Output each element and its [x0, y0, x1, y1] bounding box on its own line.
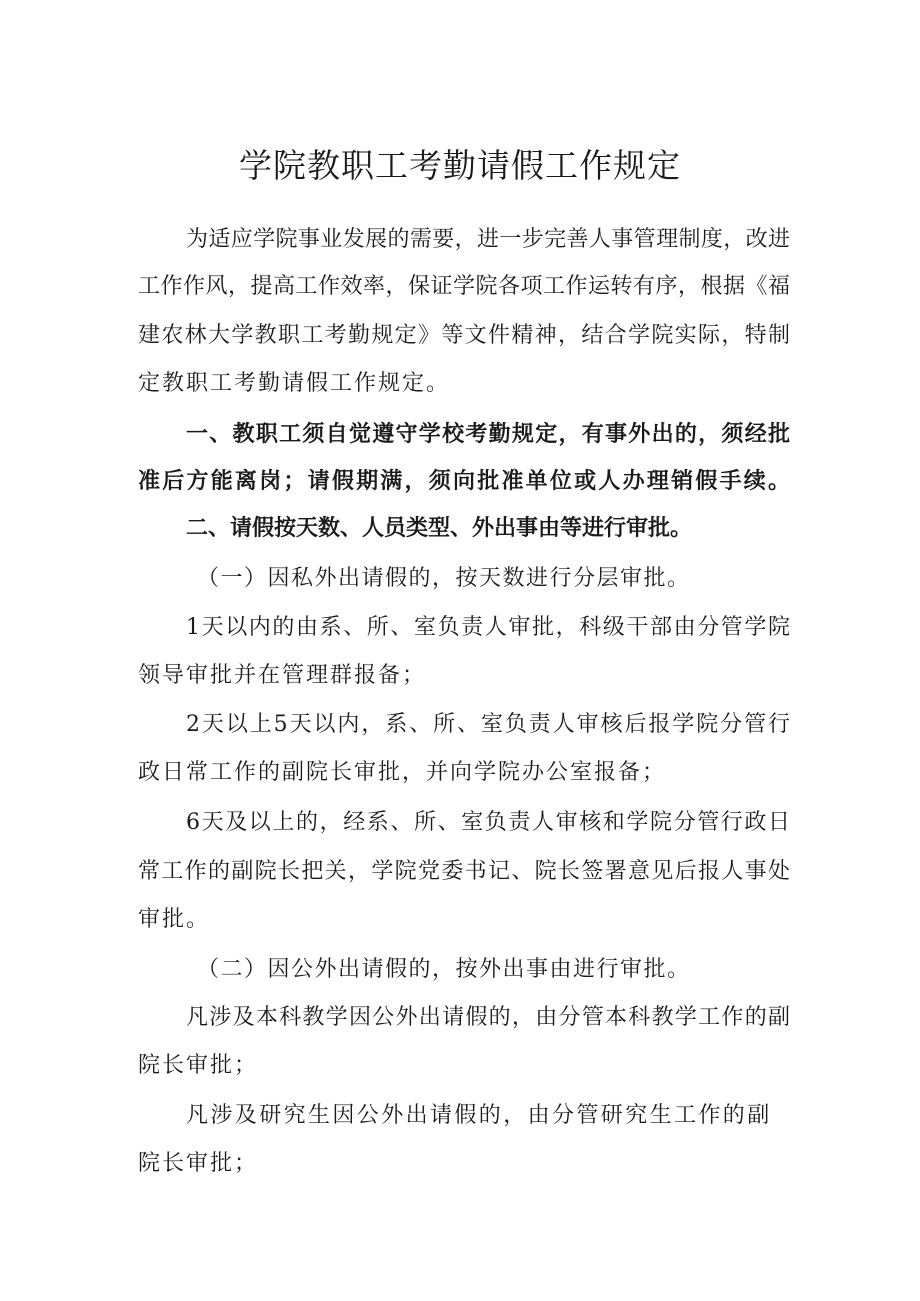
- paragraph-line: 审批。: [138, 907, 211, 932]
- paragraph-line: 凡涉及本科教学因公外出请假的，由分管本科教学工作的副: [186, 1005, 790, 1030]
- paragraph-line: 定教职工考勤请假工作规定。: [138, 371, 451, 396]
- paragraph-line: 为适应学院事业发展的需要，进一步完善人事管理制度，改进: [186, 227, 790, 252]
- paragraph-line: 2天以上5天以内，系、所、室负责人审核后报学院分管行: [186, 712, 790, 737]
- paragraph-line: 领导审批并在管理群报备；: [138, 663, 427, 688]
- section-heading-line: 准后方能离岗；请假期满，须向批准单位或人办理销假手续。: [138, 469, 790, 494]
- paragraph-line: 建农林大学教职工考勤规定》等文件精神，结合学院实际，特制: [138, 323, 790, 348]
- paragraph-line: 政日常工作的副院长审批，并向学院办公室报备；: [138, 760, 667, 785]
- subsection-heading: （一）因私外出请假的，按天数进行分层审批。: [197, 566, 691, 591]
- subsection-heading: （二）因公外出请假的，按外出事由进行审批。: [197, 957, 691, 982]
- paragraph-line: 1天以内的由系、所、室负责人审批，科级干部由分管学院: [186, 615, 790, 640]
- paragraph-line: 凡涉及研究生因公外出请假的，由分管研究生工作的副: [186, 1103, 772, 1128]
- section-heading-line: 一、教职工须自觉遵守学校考勤规定，有事外出的，须经批: [186, 422, 790, 447]
- paragraph-line: 6天及以上的，经系、所、室负责人审核和学院分管行政日: [186, 810, 790, 835]
- document-title: 学院教职工考勤请假工作规定: [239, 146, 681, 185]
- section-heading-line: 二、请假按天数、人员类型、外出事由等进行审批。: [186, 516, 693, 541]
- paragraph-line: 工作作风，提高工作效率，保证学院各项工作运转有序，根据《福: [138, 274, 790, 299]
- paragraph-line: 常工作的副院长把关，学院党委书记、院长签署意见后报人事处: [138, 859, 790, 884]
- paragraph-line: 院长审批；: [138, 1151, 259, 1176]
- paragraph-line: 院长审批；: [138, 1053, 259, 1078]
